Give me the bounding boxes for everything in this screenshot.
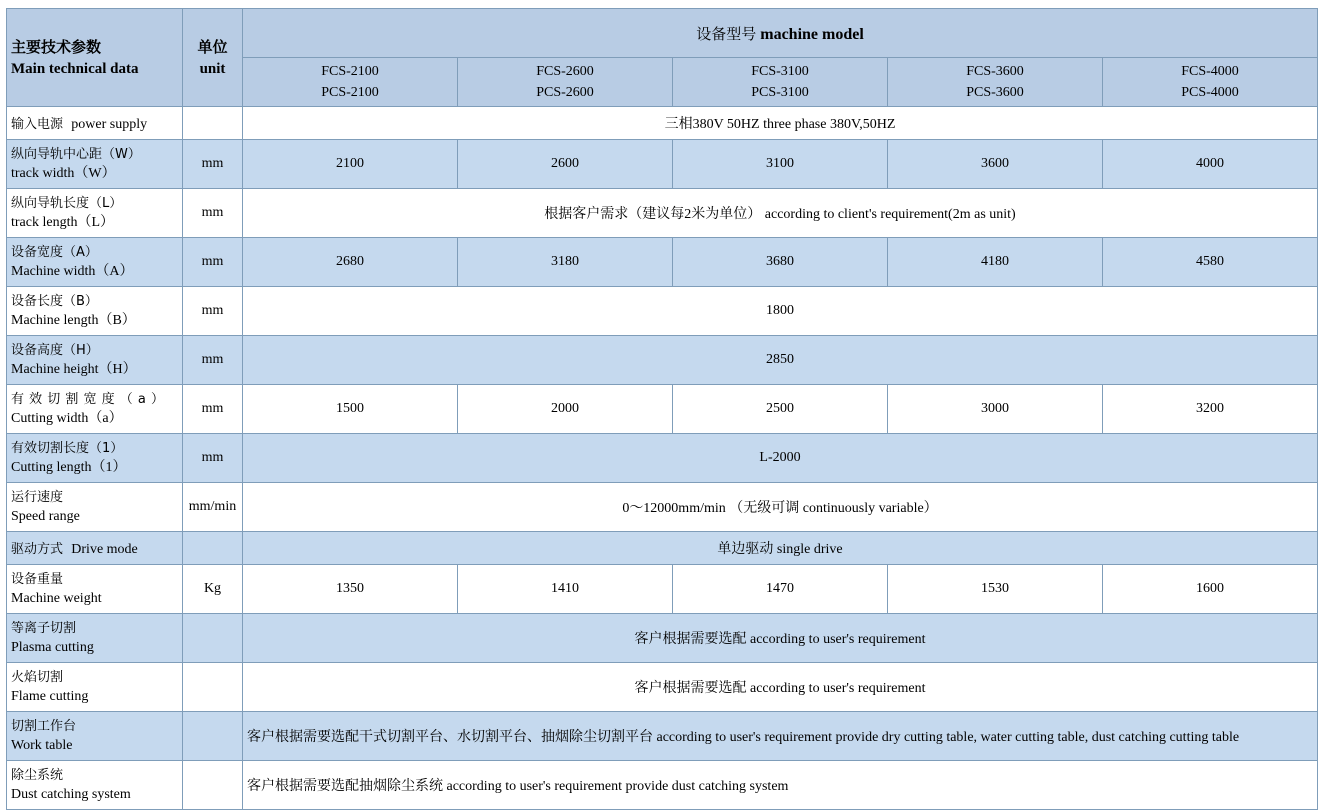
table-row-machine-length (7, 287, 1318, 336)
header-param-en: Main technical data (11, 60, 139, 77)
cutting-width-value-4: 3000 (888, 385, 1103, 434)
row-unit-flame-cutting (183, 663, 243, 712)
row-unit-machine-height: mm (183, 336, 243, 385)
table-row-dust-catching-system (7, 761, 1318, 810)
speed-range-label-en: Speed range (11, 509, 80, 524)
plasma-cutting-label-cn: 等离子切割 (11, 621, 77, 636)
row-label-flame-cutting (7, 663, 183, 712)
header-model-title-cn: 设备型号 (696, 24, 757, 43)
row-value-machine-length: 1800 (243, 287, 1318, 336)
row-value-machine-height: 2850 (243, 336, 1318, 385)
row-unit-work-table (183, 712, 243, 761)
table-row-speed-range (7, 483, 1318, 532)
table-row-track-width (7, 140, 1318, 189)
row-label-work-table (7, 712, 183, 761)
row-label-cutting-length (7, 434, 183, 483)
table-row-machine-width (7, 238, 1318, 287)
cutting-width-value-3: 2500 (673, 385, 888, 434)
header-model-title-en: machine model (760, 25, 864, 43)
model-column-1 (243, 58, 458, 107)
machine-weight-value-3: 1470 (673, 565, 888, 614)
track-width-value-4: 3600 (888, 140, 1103, 189)
machine-weight-label-cn: 设备重量 (11, 572, 64, 587)
row-unit-track-width: mm (183, 140, 243, 189)
dust-system-label-en: Dust catching system (11, 787, 131, 802)
row-unit-cutting-width: mm (183, 385, 243, 434)
header-unit-cn: 单位 (197, 37, 228, 56)
row-label-dust-catching-system (7, 761, 183, 810)
row-label-drive-mode (7, 532, 183, 565)
row-unit-dust-catching-system (183, 761, 243, 810)
track-length-label-en: track length（L） (11, 215, 115, 230)
track-length-label-cn: 纵向导轨长度（L） (11, 196, 123, 211)
table-header-row-1 (7, 9, 1318, 58)
flame-cutting-label-en: Flame cutting (11, 689, 89, 704)
cutting-width-label-cn: 有 效 切 割 宽 度 （ a ） (11, 392, 165, 407)
machine-width-value-1: 2680 (243, 238, 458, 287)
row-label-machine-width (7, 238, 183, 287)
row-unit-machine-width: mm (183, 238, 243, 287)
model-column-5 (1103, 58, 1318, 107)
machine-length-label-en: Machine length（B） (11, 313, 136, 328)
machine-height-label-cn: 设备高度（H） (11, 343, 99, 358)
machine-width-value-4: 4180 (888, 238, 1103, 287)
row-value-power-supply: 三相380V 50HZ three phase 380V,50HZ (243, 107, 1318, 140)
table-row-track-length (7, 189, 1318, 238)
row-unit-power-supply (183, 107, 243, 140)
track-width-value-5: 4000 (1103, 140, 1318, 189)
model-1-fcs: FCS-2100 (321, 64, 379, 79)
row-label-track-length (7, 189, 183, 238)
machine-weight-value-2: 1410 (458, 565, 673, 614)
row-value-plasma-cutting: 客户根据需要选配 according to user's requirement (243, 614, 1318, 663)
model-3-pcs: PCS-3100 (751, 85, 809, 100)
table-row-plasma-cutting (7, 614, 1318, 663)
table-row-drive-mode (7, 532, 1318, 565)
row-value-work-table: 客户根据需要选配干式切割平台、水切割平台、抽烟除尘切割平台 according to user's requirement provide dry cutting table, water cutting table, dust catching cutting table (243, 712, 1318, 761)
header-param-cn: 主要技术参数 (11, 37, 102, 56)
technical-specification-table (6, 8, 1318, 810)
row-label-machine-weight (7, 565, 183, 614)
model-column-3 (673, 58, 888, 107)
cutting-width-value-1: 1500 (243, 385, 458, 434)
machine-height-label-en: Machine height（H） (11, 362, 137, 377)
track-width-value-2: 2600 (458, 140, 673, 189)
machine-weight-value-5: 1600 (1103, 565, 1318, 614)
model-5-fcs: FCS-4000 (1181, 64, 1239, 79)
row-value-drive-mode: 单边驱动 single drive (243, 532, 1318, 565)
machine-width-value-3: 3680 (673, 238, 888, 287)
model-1-pcs: PCS-2100 (321, 85, 379, 100)
cutting-width-value-2: 2000 (458, 385, 673, 434)
cutting-length-label-cn: 有效切割长度（1） (11, 441, 124, 456)
header-unit (183, 9, 243, 107)
row-unit-drive-mode (183, 532, 243, 565)
header-main-technical-data (7, 9, 183, 107)
row-unit-cutting-length: mm (183, 434, 243, 483)
table-row-cutting-width (7, 385, 1318, 434)
table-row-machine-weight (7, 565, 1318, 614)
cutting-length-label-en: Cutting length（1） (11, 460, 127, 475)
model-4-pcs: PCS-3600 (966, 85, 1024, 100)
power-supply-label-cn: 输入电源 power supply (11, 117, 148, 132)
row-value-dust-catching-system: 客户根据需要选配抽烟除尘系统 according to user's requirement provide dust catching system (243, 761, 1318, 810)
row-label-machine-length (7, 287, 183, 336)
machine-width-label-en: Machine width（A） (11, 264, 134, 279)
row-label-machine-height (7, 336, 183, 385)
row-value-cutting-length: L-2000 (243, 434, 1318, 483)
row-unit-track-length: mm (183, 189, 243, 238)
table-row-cutting-length (7, 434, 1318, 483)
row-unit-plasma-cutting (183, 614, 243, 663)
row-value-speed-range: 0～12000mm/min （无级可调 continuously variable） (243, 483, 1318, 532)
table-row-power-supply (7, 107, 1318, 140)
dust-system-label-cn: 除尘系统 (11, 768, 64, 783)
track-width-value-3: 3100 (673, 140, 888, 189)
row-value-flame-cutting: 客户根据需要选配 according to user's requirement (243, 663, 1318, 712)
machine-weight-label-en: Machine weight (11, 591, 102, 606)
model-2-fcs: FCS-2600 (536, 64, 594, 79)
row-label-plasma-cutting (7, 614, 183, 663)
track-width-label-en: track width（W） (11, 166, 116, 181)
model-column-2 (458, 58, 673, 107)
machine-width-value-5: 4580 (1103, 238, 1318, 287)
speed-range-label-cn: 运行速度 (11, 490, 64, 505)
table-row-machine-height (7, 336, 1318, 385)
model-5-pcs: PCS-4000 (1181, 85, 1239, 100)
row-unit-speed-range: mm/min (183, 483, 243, 532)
flame-cutting-label-cn: 火焰切割 (11, 670, 64, 685)
work-table-label-cn: 切割工作台 (11, 719, 77, 734)
machine-width-label-cn: 设备宽度（A） (11, 245, 98, 260)
plasma-cutting-label-en: Plasma cutting (11, 640, 94, 655)
row-label-track-width (7, 140, 183, 189)
drive-mode-label: 驱动方式 Drive mode (11, 542, 138, 557)
track-width-value-1: 2100 (243, 140, 458, 189)
work-table-label-en: Work table (11, 738, 73, 753)
row-unit-machine-length: mm (183, 287, 243, 336)
header-machine-model (243, 9, 1318, 58)
row-label-cutting-width (7, 385, 183, 434)
cutting-width-label-en: Cutting width（a） (11, 411, 123, 426)
machine-weight-value-4: 1530 (888, 565, 1103, 614)
model-3-fcs: FCS-3100 (751, 64, 809, 79)
table-row-work-table (7, 712, 1318, 761)
row-value-track-length: 根据客户需求（建议每2米为单位） according to client's requirement(2m as unit) (243, 189, 1318, 238)
table-row-flame-cutting (7, 663, 1318, 712)
machine-length-label-cn: 设备长度（B） (11, 294, 98, 309)
model-column-4 (888, 58, 1103, 107)
model-2-pcs: PCS-2600 (536, 85, 594, 100)
header-unit-en: unit (199, 60, 226, 77)
track-width-label-cn: 纵向导轨中心距（W） (11, 147, 141, 162)
machine-width-value-2: 3180 (458, 238, 673, 287)
row-label-power-supply (7, 107, 183, 140)
row-label-speed-range (7, 483, 183, 532)
cutting-width-value-5: 3200 (1103, 385, 1318, 434)
model-4-fcs: FCS-3600 (966, 64, 1024, 79)
row-unit-machine-weight: Kg (183, 565, 243, 614)
machine-weight-value-1: 1350 (243, 565, 458, 614)
